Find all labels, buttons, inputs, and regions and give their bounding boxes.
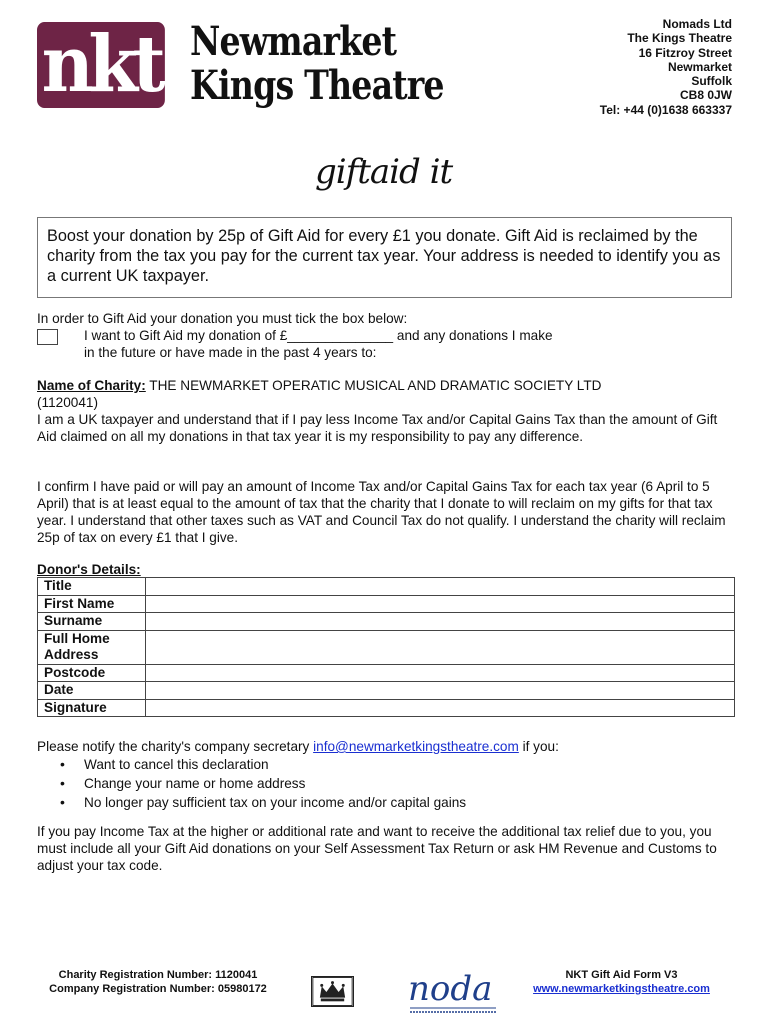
- notify-line: [37, 738, 737, 755]
- field-label: Postcode: [38, 664, 146, 682]
- date-field[interactable]: [146, 682, 735, 700]
- postcode-field[interactable]: [146, 664, 735, 682]
- address-line: The Kings Theatre: [627, 31, 732, 46]
- field-label: First Name: [38, 595, 146, 613]
- list-item: • Change your name or home address: [60, 774, 466, 793]
- registration-numbers: [38, 968, 278, 996]
- surname-field[interactable]: [146, 613, 735, 631]
- charity-number: (1120041): [37, 395, 98, 410]
- title-field[interactable]: [146, 578, 735, 596]
- donor-details-table: [37, 577, 735, 717]
- website-link[interactable]: www.newmarketkingstheatre.com: [533, 983, 710, 995]
- signature-field[interactable]: [146, 699, 735, 717]
- secretary-email-link[interactable]: info@newmarketkingstheatre.com: [313, 739, 519, 754]
- field-label: Date: [38, 682, 146, 700]
- address-field[interactable]: [146, 630, 735, 664]
- address-line: CB8 0JW: [679, 88, 732, 103]
- noda-logo-text: noda: [408, 969, 493, 1009]
- table-row: [38, 682, 735, 700]
- logo-line-1: Newmarket: [190, 18, 397, 65]
- notify-prefix: Please notify the charity's company secretary: [37, 739, 314, 754]
- table-row: [38, 613, 735, 631]
- nkt-logo-mark: nkt: [37, 22, 165, 108]
- table-row: [38, 578, 735, 596]
- tick-line-1: I want to Gift Aid my donation of £______________ and any donations I make: [84, 328, 553, 343]
- theatre-name-logo: [190, 20, 444, 108]
- address-line: Suffolk: [691, 74, 732, 89]
- first-name-field[interactable]: [146, 595, 735, 613]
- company-registration: Company Registration Number: 05980172: [49, 983, 267, 995]
- donor-heading: Donor's Details:: [37, 562, 141, 577]
- confirm-paragraph: I confirm I have paid or will pay an amount of Income Tax and/or Capital Gains Tax for each tax year (6 April to 5 April) that is at least equal to the amount of tax that the charity that I donate to will reclaim on my gifts for that tax year. I understand that other taxes such as VAT and Council Tax do not qualify. I understand the charity will reclaim 25p of tax on every £1 that I give.: [37, 479, 726, 545]
- tick-line-2: in the future or have made in the past 4 years to:: [84, 345, 377, 360]
- giftaid-logo: giftaid it: [315, 152, 453, 192]
- field-label: Title: [38, 578, 146, 596]
- address-phone: Tel: +44 (0)1638 663337: [599, 102, 732, 117]
- form-footer: [524, 968, 719, 996]
- logo-line-2: Kings Theatre: [190, 62, 444, 109]
- taxpayer-declaration: I am a UK taxpayer and understand that if I pay less Income Tax and/or Capital Gains Tax than the amount of Gift Aid claimed on all my donations in that tax year it is my responsibility to pay any difference.: [37, 412, 718, 444]
- charity-registration: Charity Registration Number: 1120041: [58, 969, 258, 981]
- boost-text: Boost your donation by 25p of Gift Aid for every £1 you donate. Gift Aid is reclaimed by the charity from the tax you pay for the current tax year. Your address is needed to identify you as a current UK taxpayer.: [47, 227, 721, 285]
- table-row: [38, 630, 735, 664]
- address-line: 16 Fitzroy Street: [638, 45, 732, 60]
- higher-rate-paragraph: If you pay Income Tax at the higher or additional rate and want to receive the additional tax relief due to you, you must include all your Gift Aid donations on your Self Assessment Tax Return or ask HM Revenue and Customs to adjust your tax code.: [37, 824, 717, 873]
- crown-icon: [311, 976, 354, 1007]
- theatre-address: [600, 17, 732, 117]
- field-label: Full Home Address: [38, 630, 146, 664]
- tick-intro: In order to Gift Aid your donation you must tick the box below:: [37, 311, 408, 326]
- table-row: [38, 664, 735, 682]
- address-line: Nomads Ltd: [662, 17, 732, 31]
- charity-section: [37, 377, 737, 445]
- address-line: Newmarket: [667, 59, 732, 74]
- charity-label: Name of Charity:: [37, 378, 146, 393]
- list-item: • No longer pay sufficient tax on your income and/or capital gains: [60, 793, 466, 812]
- notify-suffix: if you:: [518, 739, 559, 754]
- table-row: [38, 595, 735, 613]
- notify-list: [60, 755, 466, 812]
- form-version: NKT Gift Aid Form V3: [565, 969, 678, 981]
- boost-donation-box: [37, 217, 732, 298]
- charity-name: THE NEWMARKET OPERATIC MUSICAL AND DRAMATIC SOCIETY LTD: [145, 378, 602, 393]
- field-label: Surname: [38, 613, 146, 631]
- gift-aid-checkbox[interactable]: [37, 329, 58, 345]
- field-label: Signature: [38, 699, 146, 717]
- noda-logo: [404, 966, 500, 1018]
- table-row: [38, 699, 735, 717]
- list-item: • Want to cancel this declaration: [60, 755, 466, 774]
